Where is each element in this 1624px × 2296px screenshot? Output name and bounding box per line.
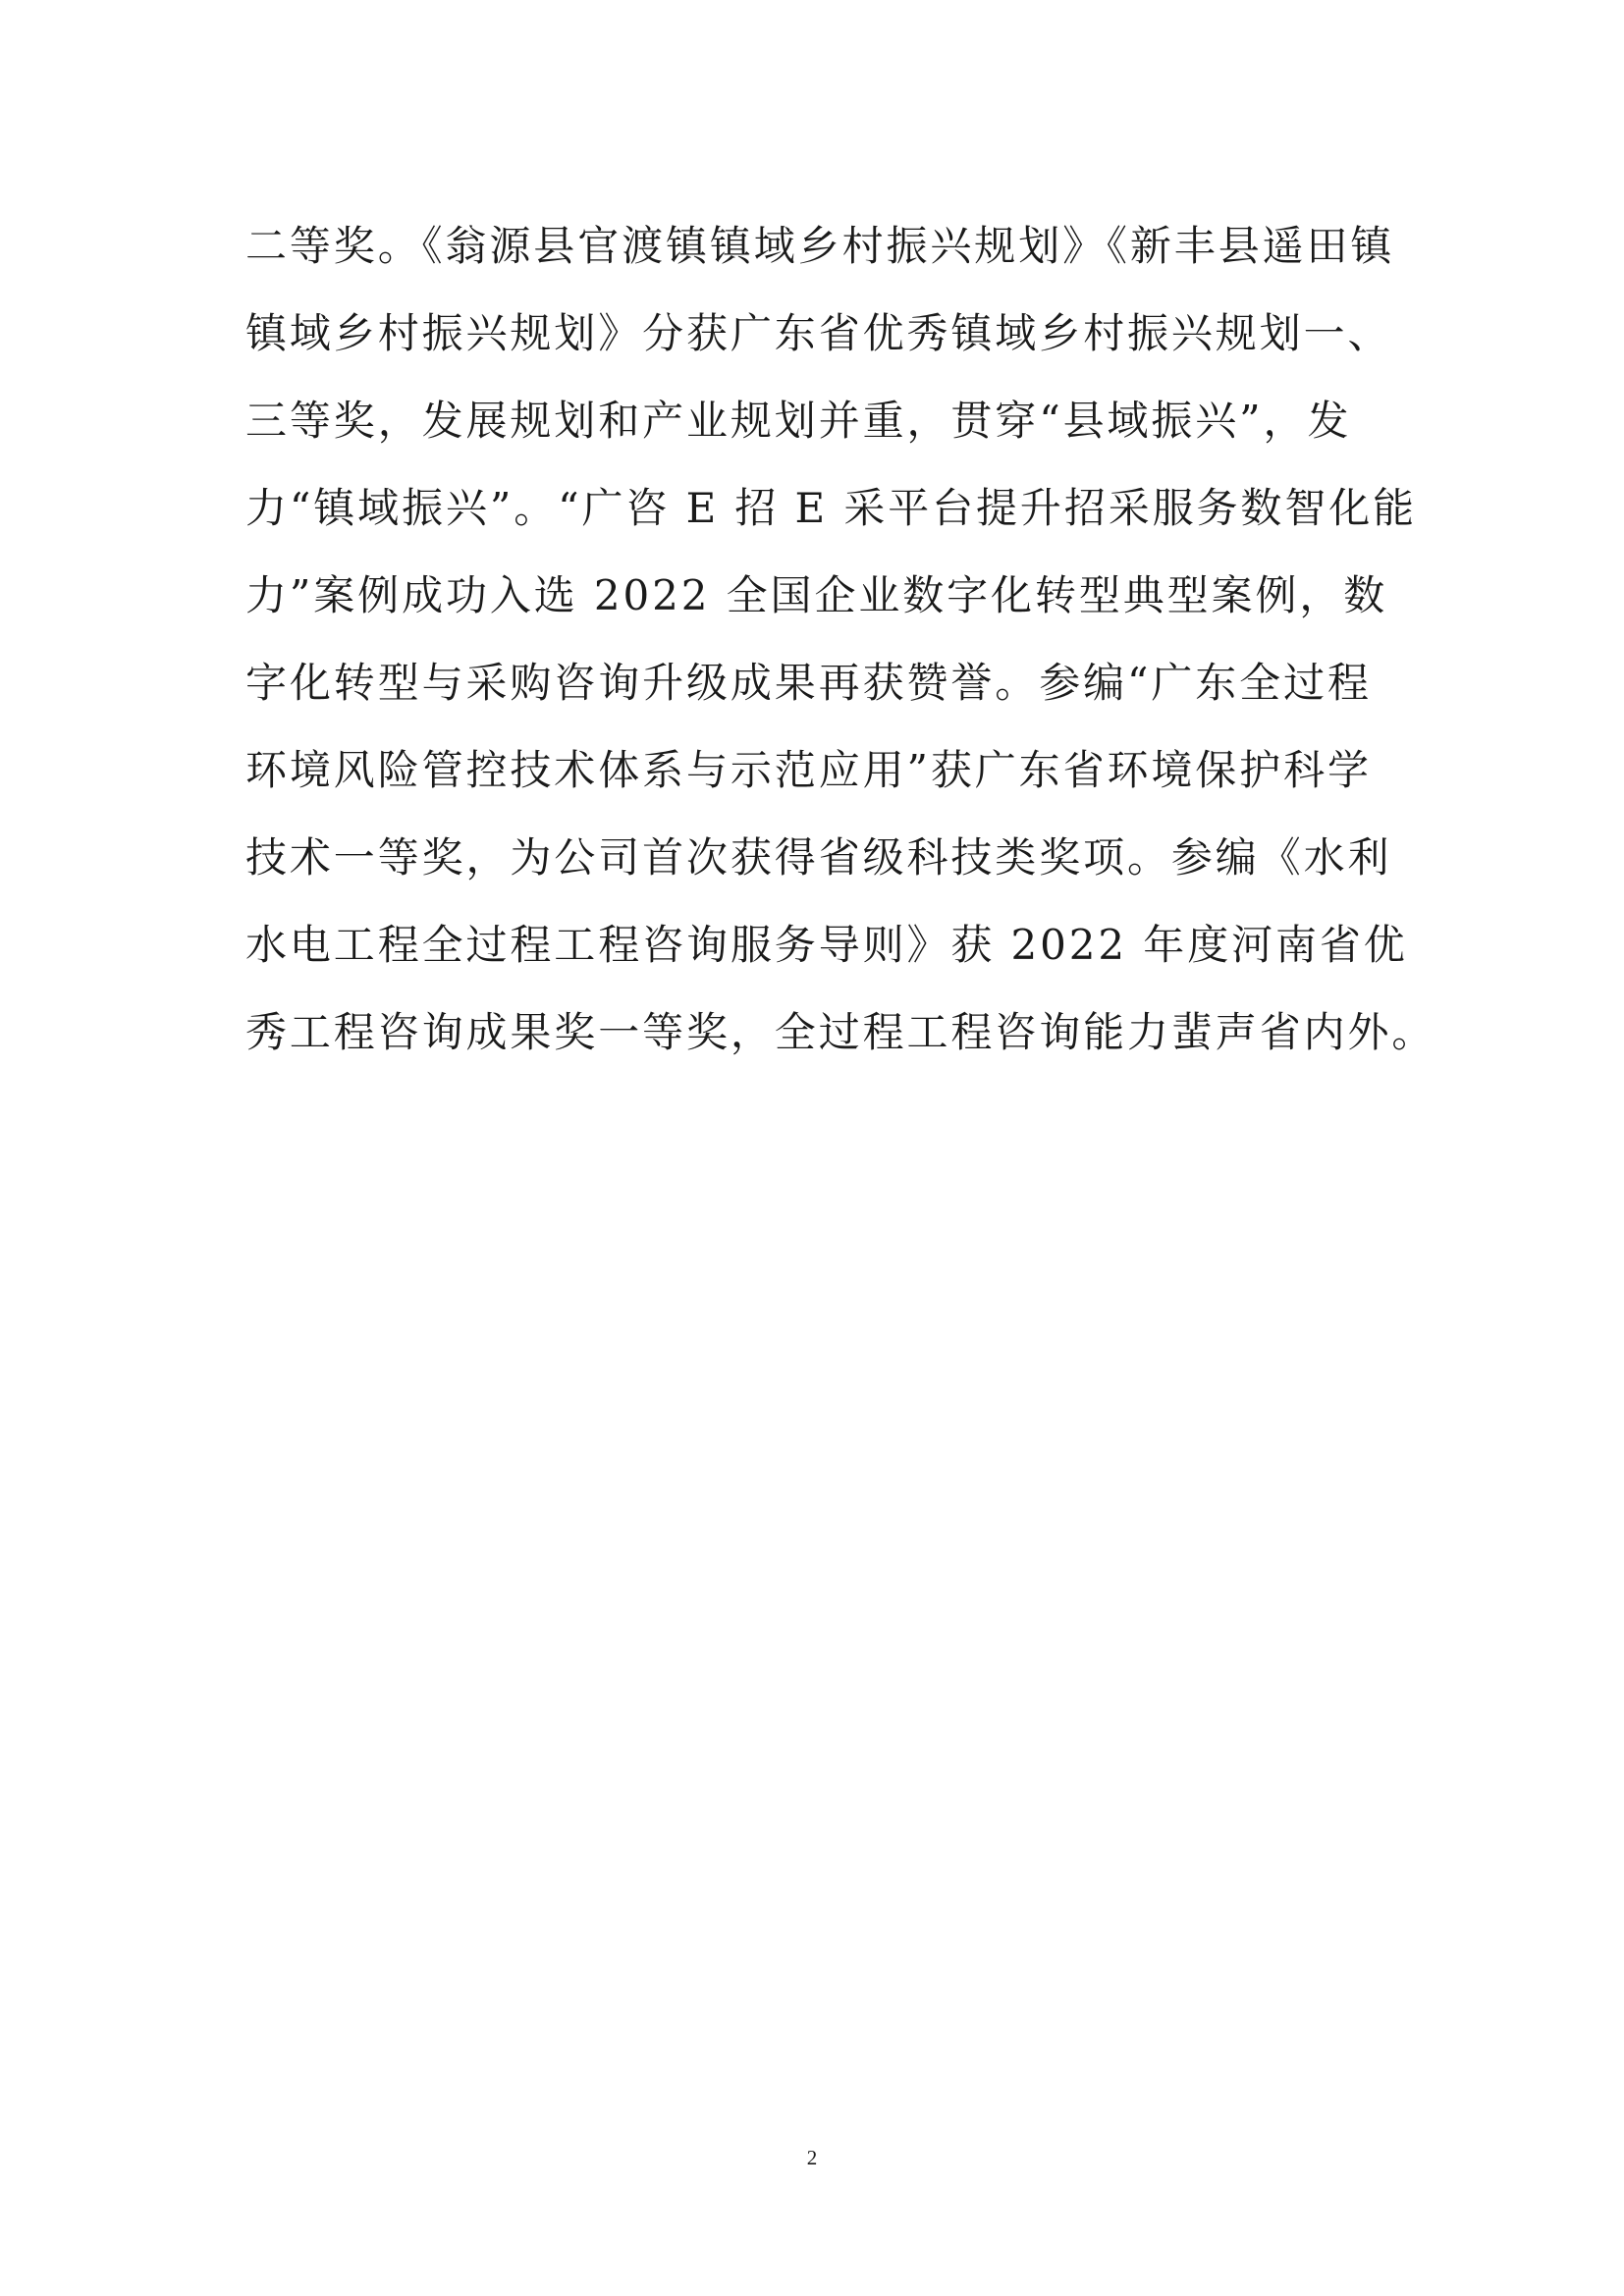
text-line: 秀工程咨询成果奖一等奖，全过程工程咨询能力蜚声省内外。 (245, 1008, 1436, 1056)
text-line: 二等奖。《翁源县官渡镇镇域乡村振兴规划》《新丰县遥田镇 (245, 222, 1395, 270)
text-line: 力“镇域振兴”。“广咨 E 招 E 采平台提升招采服务数智化能 (245, 484, 1418, 532)
page-number: 2 (806, 2146, 818, 2169)
text-line: 镇域乡村振兴规划》分获广东省优秀镇域乡村振兴规划一、 (245, 309, 1392, 357)
text-line: 力”案例成功入选 2022 全国企业数字化转型典型案例，数 (245, 571, 1388, 619)
text-line: 字化转型与采购咨询升级成果再获赞誉。参编“广东全过程 (245, 659, 1372, 707)
text-line: 三等奖，发展规划和产业规划并重，贯穿“县域振兴”，发 (245, 397, 1352, 445)
text-line: 水电工程全过程工程咨询服务导则》获 2022 年度河南省优 (245, 921, 1408, 969)
body-paragraph (245, 202, 1436, 1076)
text-line: 技术一等奖，为公司首次获得省级科技类奖项。参编《水利 (245, 833, 1392, 881)
text-line: 环境风险管控技术体系与示范应用”获广东省环境保护科学 (245, 746, 1372, 794)
